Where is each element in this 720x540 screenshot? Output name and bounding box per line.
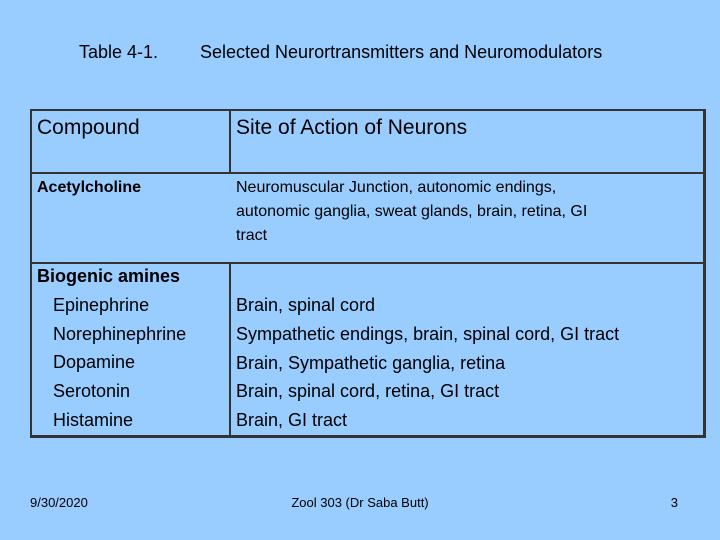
header-site: Site of Action of Neurons bbox=[236, 116, 468, 139]
site-line: tract bbox=[236, 227, 268, 244]
page-number: 3 bbox=[670, 495, 678, 510]
header-compound: Compound bbox=[37, 116, 140, 139]
table-number: Table 4-1. bbox=[79, 42, 159, 62]
site-line: autonomic ganglia, sweat glands, brain, retina, GI bbox=[236, 203, 588, 220]
footer-date: 9/30/2020 bbox=[30, 495, 88, 510]
column-divider bbox=[229, 109, 231, 172]
site-item: Brain, spinal cord, retina, GI tract bbox=[236, 381, 500, 402]
row-divider bbox=[30, 172, 703, 174]
compound-item: Norephinephrine bbox=[53, 323, 187, 344]
sites-amines bbox=[236, 291, 619, 435]
site-item: Brain, Sympathetic ganglia, retina bbox=[236, 352, 506, 373]
compound-item: Dopamine bbox=[53, 352, 136, 373]
compound-acetylcholine: Acetylcholine bbox=[37, 179, 142, 196]
site-acetylcholine bbox=[236, 176, 587, 248]
compound-item: Serotonin bbox=[53, 381, 131, 402]
column-divider bbox=[229, 262, 231, 435]
site-item: Brain, GI tract bbox=[236, 410, 348, 431]
table-border-left bbox=[30, 109, 32, 435]
table-title: Selected Neurortransmitters and Neuromodulators bbox=[200, 42, 603, 62]
site-item: Sympathetic endings, brain, spinal cord, GI tract bbox=[236, 323, 620, 344]
compound-group-amines bbox=[37, 262, 186, 435]
neurotransmitter-table bbox=[30, 109, 706, 438]
site-item: Brain, spinal cord bbox=[236, 295, 376, 315]
table-border-top bbox=[30, 109, 703, 111]
group-label: Biogenic amines bbox=[37, 266, 181, 286]
compound-item: Epinephrine bbox=[53, 294, 150, 315]
site-line: Neuromuscular Junction, autonomic endings, bbox=[236, 179, 557, 196]
footer-center: Zool 303 (Dr Saba Butt) bbox=[291, 495, 429, 510]
compound-item: Histamine bbox=[53, 409, 134, 430]
